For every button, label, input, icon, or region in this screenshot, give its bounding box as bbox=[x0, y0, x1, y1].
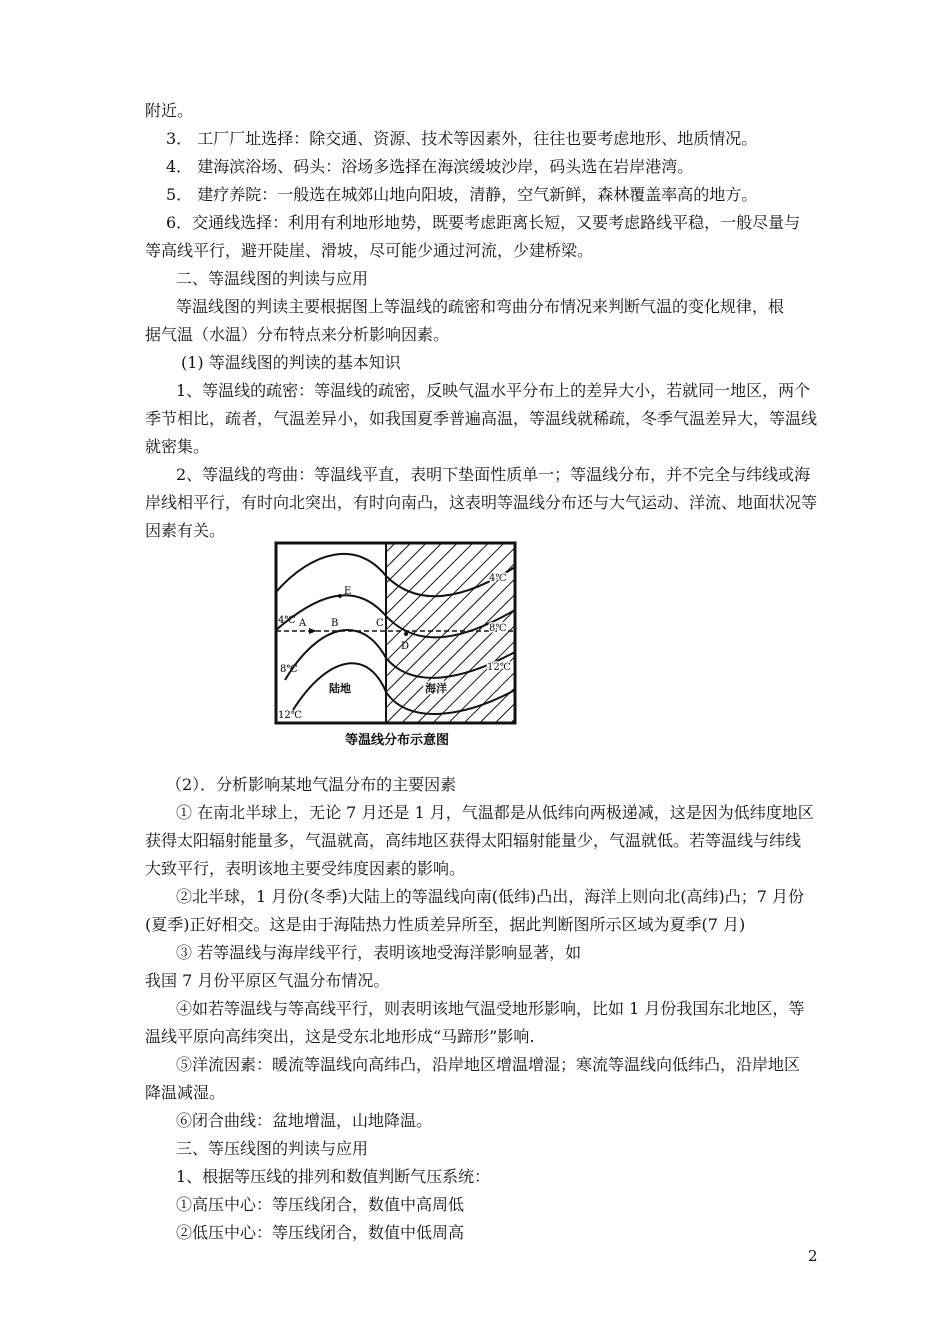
paragraph-line: 获得太阳辐射能量多，气温就高，高纬地区获得太阳辐射能量少，气温就低。若等温线与纬线 bbox=[145, 831, 802, 850]
sub-heading: (1) 等温线图的判读的基本知识 bbox=[181, 353, 401, 372]
paragraph-line: 等高线平行，避开陡崖、滑坡，尽可能少通过河流，少建桥梁。 bbox=[145, 241, 594, 260]
paragraph-line: 1、等温线的疏密：等温线的疏密，反映气温水平分布上的差异大小，若就同一地区，两个 bbox=[176, 381, 811, 400]
paragraph-line: ①高压中心：等压线闭合，数值中高周低 bbox=[176, 1195, 465, 1214]
paragraph-line: ① 在南北半球上，无论 7 月还是 1 月，气温都是从低纬向两极递减，这是因为低纬度地区 bbox=[176, 803, 814, 822]
paragraph-line: 岸线相平行，有时向北突出，有时向南凸，这表明等温线分布还与大气运动、洋流、地面状况等 bbox=[145, 493, 818, 512]
point-e-dot bbox=[338, 594, 342, 598]
iso-label-8-right: 8℃ bbox=[489, 623, 507, 634]
iso-label-8-left: 8℃ bbox=[280, 664, 298, 675]
paragraph-line: ④如若等温线与等高线平行，则表明该地气温受地形影响，比如 1 月份我国东北地区，等 bbox=[176, 999, 805, 1018]
paragraph-line: 就密集。 bbox=[145, 437, 210, 456]
paragraph-line: 季节相比，疏者，气温差异小，如我国夏季普遍高温，等温线就稀疏，冬季气温差异大，等温线 bbox=[145, 409, 818, 428]
paragraph-line: 据气温（水温）分布特点来分析影响因素。 bbox=[145, 325, 450, 344]
paragraph-line: 4． 建海滨浴场、码头：浴场多选择在海滨缓坡沙岸，码头选在岩岸港湾。 bbox=[166, 157, 694, 176]
land-label: 陆地 bbox=[329, 682, 351, 695]
point-e-label: E bbox=[344, 586, 352, 597]
point-b-label: B bbox=[331, 618, 339, 629]
ocean-label: 海洋 bbox=[425, 682, 447, 695]
point-a-label: A bbox=[299, 618, 307, 629]
paragraph-line: 1、根据等压线的排列和数值判断气压系统： bbox=[176, 1167, 491, 1186]
point-d-dot bbox=[404, 632, 408, 636]
paragraph-line: 6．交通线选择：利用有利地形地势，既要考虑距离长短，又要考虑路线平稳，一般尽量与 bbox=[166, 213, 801, 232]
paragraph-line: 2、等温线的弯曲：等温线平直，表明下垫面性质单一；等温线分布，并不完全与纬线或海 bbox=[176, 465, 811, 484]
paragraph-line: 5． 建疗养院：一般选在城郊山地向阳坡，清静，空气新鲜，森林覆盖率高的地方。 bbox=[166, 185, 758, 204]
sub-heading: （2）．分析影响某地气温分布的主要因素 bbox=[166, 775, 457, 794]
paragraph-line: 降温减湿。 bbox=[145, 1083, 226, 1102]
flow-arrow bbox=[309, 628, 317, 634]
paragraph-line: ②低压中心：等压线闭合，数值中低周高 bbox=[176, 1223, 465, 1242]
paragraph-line: 大致平行，表明该地主要受纬度因素的影响。 bbox=[145, 859, 466, 878]
iso-label-12-right: 12℃ bbox=[487, 662, 511, 673]
iso-label-12-left: 12℃ bbox=[278, 710, 302, 721]
isotherm-diagram bbox=[273, 540, 521, 752]
paragraph-line: (夏季)正好相交。这是由于海陆热力性质差异所至，据此判断图所示区域为夏季(7 月) bbox=[145, 915, 746, 934]
iso-label-4-right: 4℃ bbox=[489, 573, 507, 584]
iso-label-4-left: 4℃ bbox=[278, 615, 296, 626]
paragraph-line: 因素有关。 bbox=[145, 521, 226, 540]
paragraph-line: 我国 7 月份平原区气温分布情况。 bbox=[145, 971, 390, 990]
section-heading: 二、等温线图的判读与应用 bbox=[176, 269, 369, 288]
paragraph-line: 等温线图的判读主要根据图上等温线的疏密和弯曲分布情况来判断气温的变化规律，根 bbox=[176, 297, 785, 316]
point-c-label: C bbox=[376, 618, 384, 629]
paragraph-line: ⑤洋流因素：暖流等温线向高纬凸，沿岸地区增温增湿；寒流等温线向低纬凸，沿岸地区 bbox=[176, 1055, 801, 1074]
paragraph-line: 附近。 bbox=[145, 101, 194, 120]
paragraph-line: 温线平原向高纬突出，这是受东北地形成“马蹄形”影响. bbox=[145, 1027, 535, 1046]
page-number: 2 bbox=[808, 1247, 818, 1265]
point-d-label: D bbox=[401, 641, 410, 652]
paragraph-line: 3． 工厂厂址选择：除交通、资源、技术等因素外，往往也要考虑地形、地质情况。 bbox=[166, 129, 758, 148]
paragraph-line: ③ 若等温线与海岸线平行，表明该地受海洋影响显著，如 bbox=[176, 943, 582, 962]
section-heading: 三、等压线图的判读与应用 bbox=[176, 1139, 369, 1158]
figure-caption: 等温线分布示意图 bbox=[344, 733, 450, 748]
paragraph-line: ⑥闭合曲线：盆地增温，山地降温。 bbox=[176, 1111, 433, 1130]
paragraph-line: ②北半球，1 月份(冬季)大陆上的等温线向南(低纬)凸出，海洋上则向北(高纬)凸；7 月份 bbox=[176, 887, 804, 906]
